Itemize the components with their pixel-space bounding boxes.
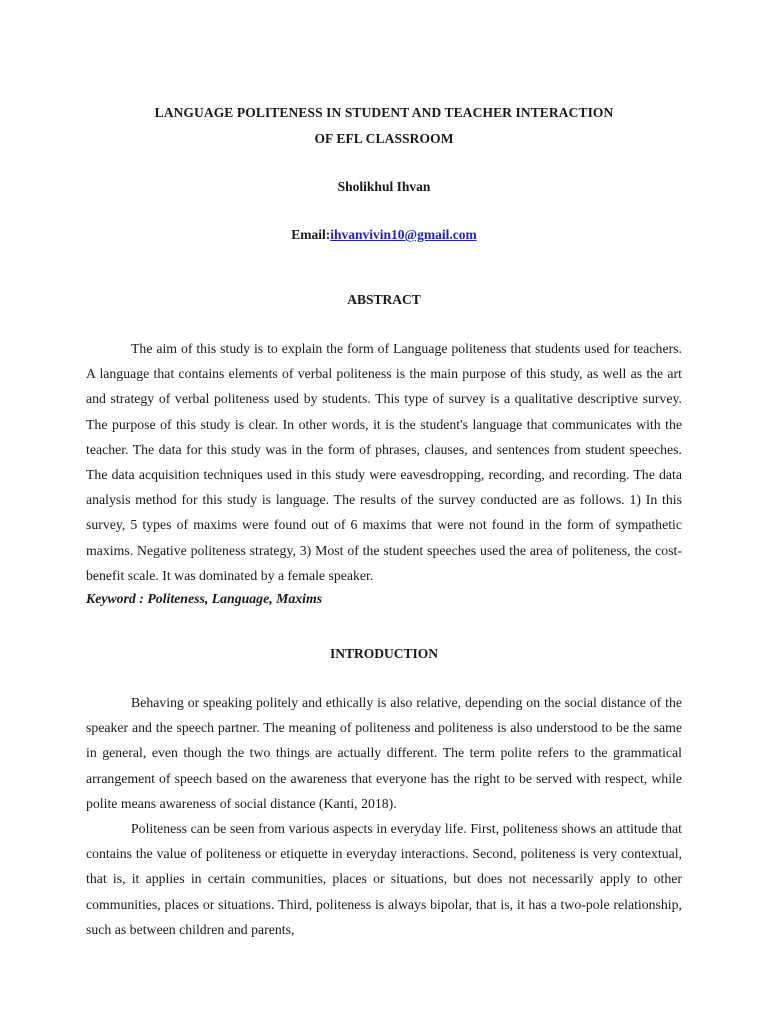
introduction-heading: INTRODUCTION [329,646,438,662]
email-link[interactable]: ihvanvivin10@gmail.com [330,227,477,242]
abstract-paragraph: The aim of this study is to explain the form of Language politeness that students used for teachers. A language that contains elements of verbal politeness is the main purpose of this study, as well as the art and strategy of verbal politeness used by students. This type of survey is a qualitative descriptive survey. The purpose of this study is clear. In other words, it is the student's language that communicates with the teacher. The data for this study was in the form of phrases, clauses, and sentences from student speeches. The data acquisition techniques used in this study were eavesdropping, recording, and recording. The data analysis method for this study is language. The results of the survey conducted are as follows. 1) In this survey, 5 types of maxims were found out of 6 maxims that were not found in the form of sympathetic maxims. Negative politeness strategy, 3) Most of the student speeches used the area of politeness, the cost-benefit scale. It was dominated by a female speaker. [86,341,682,583]
introduction-paragraph-2: Politeness can be seen from various aspects in everyday life. First, politeness shows an attitude that contains the value of politeness or etiquette in everyday interactions. Second, politeness is very contextual, that is, it applies in certain communities, places or situations, but does not necessarily apply to other communities, places or situations. Third, politeness is always bipolar, that is, it has a two-pole relationship, such as between children and parents, [86,821,682,937]
abstract-heading: ABSTRACT [347,292,421,307]
email-label: Email: [291,227,331,242]
title-line-1: LANGUAGE POLITENESS IN STUDENT AND TEACHER INTERACTION [154,105,614,120]
keywords-label: Keyword : [86,591,144,607]
keywords-line [86,588,682,610]
keywords-list: Politeness, Language, Maxims [147,591,323,607]
email-line [86,225,682,245]
author-name: Sholikhul Ihvan [337,179,431,194]
introduction-paragraph-1: Behaving or speaking politely and ethically is also relative, depending on the social distance of the speaker and the speech partner. The meaning of politeness and politeness is also understood to be the same in general, even though the two things are actually different. The term polite refers to the grammatical arrangement of speech based on the awareness that everyone has the right to be served with respect, while polite means awareness of social distance (Kanti, 2018). [86,695,682,811]
paper-title [86,100,682,152]
title-line-2: OF EFL CLASSROOM [314,131,454,146]
